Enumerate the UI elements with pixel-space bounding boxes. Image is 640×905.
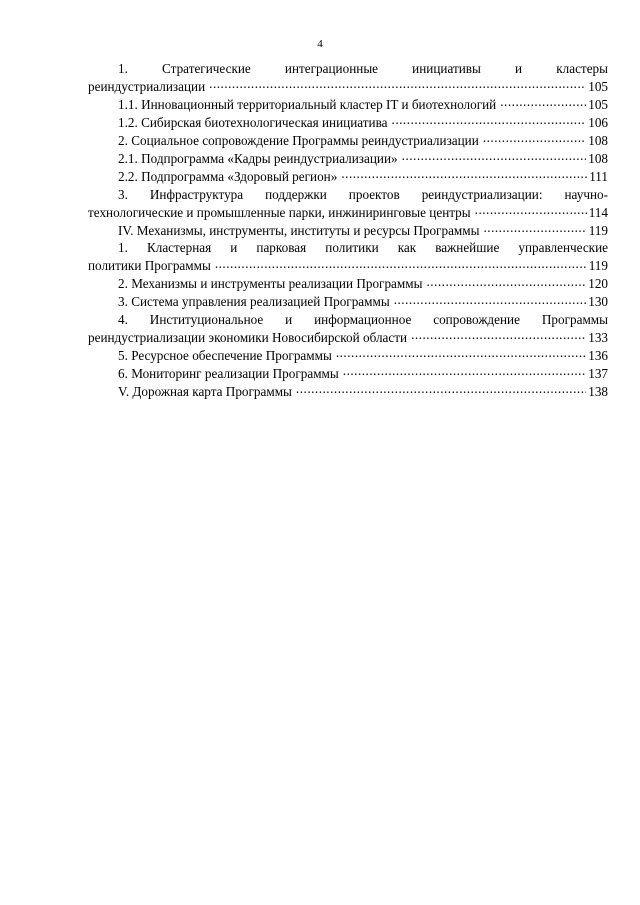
toc-entry-title: IV. Механизмы, инструменты, институты и ресурсы Программы (118, 222, 480, 238)
dot-leader (394, 293, 587, 306)
toc-page-number: 108 (588, 150, 608, 166)
toc-page-number: 119 (588, 258, 608, 274)
toc-page-number: 120 (588, 276, 608, 292)
toc-entry-title: V. Дорожная карта Программы (118, 384, 292, 400)
dot-leader (209, 78, 586, 91)
toc-entry-title: 2.1. Подпрограмма «Кадры реиндустриализации» (118, 150, 398, 166)
dot-leader (336, 347, 586, 360)
toc-entry-title: 1. Стратегические интеграционные инициативы и кластеры (118, 61, 608, 76)
toc-entry-title: 5. Ресурсное обеспечение Программы (118, 348, 332, 364)
page-number: 4 (317, 38, 323, 50)
toc-entry-title: 2. Социальное сопровождение Программы реиндустриализации (118, 132, 479, 148)
toc-entry-title: 2.2. Подпрограмма «Здоровый регион» (118, 168, 338, 184)
dot-leader (483, 132, 586, 145)
toc-page-number: 111 (589, 168, 608, 184)
toc-page-number: 108 (588, 132, 608, 148)
toc-page-number: 106 (588, 114, 608, 130)
dot-leader (411, 329, 586, 342)
dot-leader (500, 96, 586, 109)
toc-entry[interactable] (88, 168, 608, 186)
dot-leader (483, 221, 586, 234)
toc-page-number: 137 (588, 366, 608, 382)
toc-entry[interactable] (88, 114, 608, 132)
toc-entry-title: 6. Мониторинг реализации Программы (118, 366, 339, 382)
toc-entry[interactable] (88, 311, 608, 347)
toc-entry[interactable] (88, 383, 608, 401)
toc-entry-title-continuation: реиндустриализации (88, 78, 206, 94)
dot-leader (426, 275, 586, 288)
toc-page-number: 114 (588, 204, 608, 220)
toc-page-number: 119 (588, 222, 608, 238)
dot-leader (392, 114, 587, 127)
toc-entry[interactable] (88, 365, 608, 383)
toc-page-number: 130 (588, 294, 608, 310)
toc-entry[interactable] (88, 239, 608, 275)
toc-entry[interactable] (88, 150, 608, 168)
toc-entry[interactable] (88, 293, 608, 311)
toc-entry-title-continuation: технологические и промышленные парки, инжиниринговые центры (88, 204, 471, 220)
dot-leader (402, 150, 587, 163)
toc-entry[interactable] (88, 132, 608, 150)
toc-entry-title: 1.1. Инновационный территориальный кластер IT и биотехнологий (118, 96, 497, 112)
toc-entry[interactable] (88, 221, 608, 239)
toc-entry[interactable] (88, 347, 608, 365)
toc-page-number: 138 (588, 384, 608, 400)
dot-leader (475, 204, 587, 217)
toc-page-number: 105 (588, 96, 608, 112)
toc-entry-title: 3. Инфраструктура поддержки проектов реиндустриализации: научно- (118, 186, 608, 202)
table-of-contents (88, 60, 608, 401)
dot-leader (296, 383, 586, 396)
toc-entry-title: 2. Механизмы и инструменты реализации Программы (118, 276, 423, 292)
toc-entry[interactable] (88, 275, 608, 293)
toc-entry-title: 3. Система управления реализацией Программы (118, 294, 390, 310)
dot-leader (341, 168, 587, 181)
toc-entry-title: 4. Институциональное и информационное сопровождение Программы (118, 312, 608, 328)
toc-entry-title-continuation: политики Программы (88, 258, 211, 274)
toc-entry-title: 1. Кластерная и парковая политики как важнейшие управленческие (118, 240, 608, 256)
dot-leader (343, 365, 586, 378)
dot-leader (215, 257, 587, 270)
toc-entry[interactable] (88, 60, 608, 96)
toc-entry[interactable] (88, 96, 608, 114)
toc-page-number: 136 (588, 348, 608, 364)
toc-page-number: 105 (588, 78, 608, 94)
toc-page-number: 133 (588, 330, 608, 346)
toc-entry-title-continuation: реиндустриализации экономики Новосибирской области (88, 330, 408, 346)
toc-entry-title: 1.2. Сибирская биотехнологическая инициатива (118, 114, 388, 130)
toc-entry[interactable] (88, 186, 608, 222)
